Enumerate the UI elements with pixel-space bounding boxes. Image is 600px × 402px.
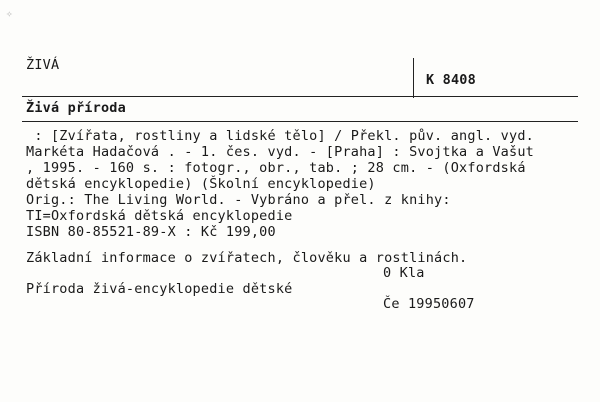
description-line: ISBN 80-85521-89-X : Kč 199,00 — [26, 224, 276, 240]
card-title: Živá příroda — [26, 100, 126, 116]
classification: 0 Kla — [383, 265, 425, 281]
subject-heading: Příroda živá-encyklopedie dětské — [26, 281, 293, 297]
title-rule — [22, 121, 578, 122]
card-heading: ŽIVÁ — [26, 57, 60, 73]
description-line: TI=Oxfordská dětská encyklopedie — [26, 208, 293, 224]
description-line: dětská encyklopedie) (Školní encyklopedie) — [26, 176, 376, 192]
description-line: Orig.: The Living World. - Vybráno a přel. z knihy: — [26, 192, 451, 208]
call-number: K 8408 — [426, 72, 476, 88]
heading-rule — [22, 96, 578, 97]
call-number-divider — [413, 58, 414, 98]
description-line: Markéta Hadačová . - 1. čes. vyd. - [Praha] : Svojtka a Vašut — [26, 144, 534, 160]
subject-note: Základní informace o zvířatech, člověku a rostlinách. — [26, 250, 468, 266]
description-line: : [Zvířata, rostliny a lidské tělo] / Překl. pův. angl. vyd. — [26, 128, 534, 144]
description-line: , 1995. - 160 s. : fotogr., obr., tab. ; 28 cm. - (Oxfordská — [26, 160, 526, 176]
corner-mark: ✧ — [6, 7, 13, 20]
record-number: Če 19950607 — [383, 296, 475, 312]
bibliographic-description — [26, 128, 534, 240]
